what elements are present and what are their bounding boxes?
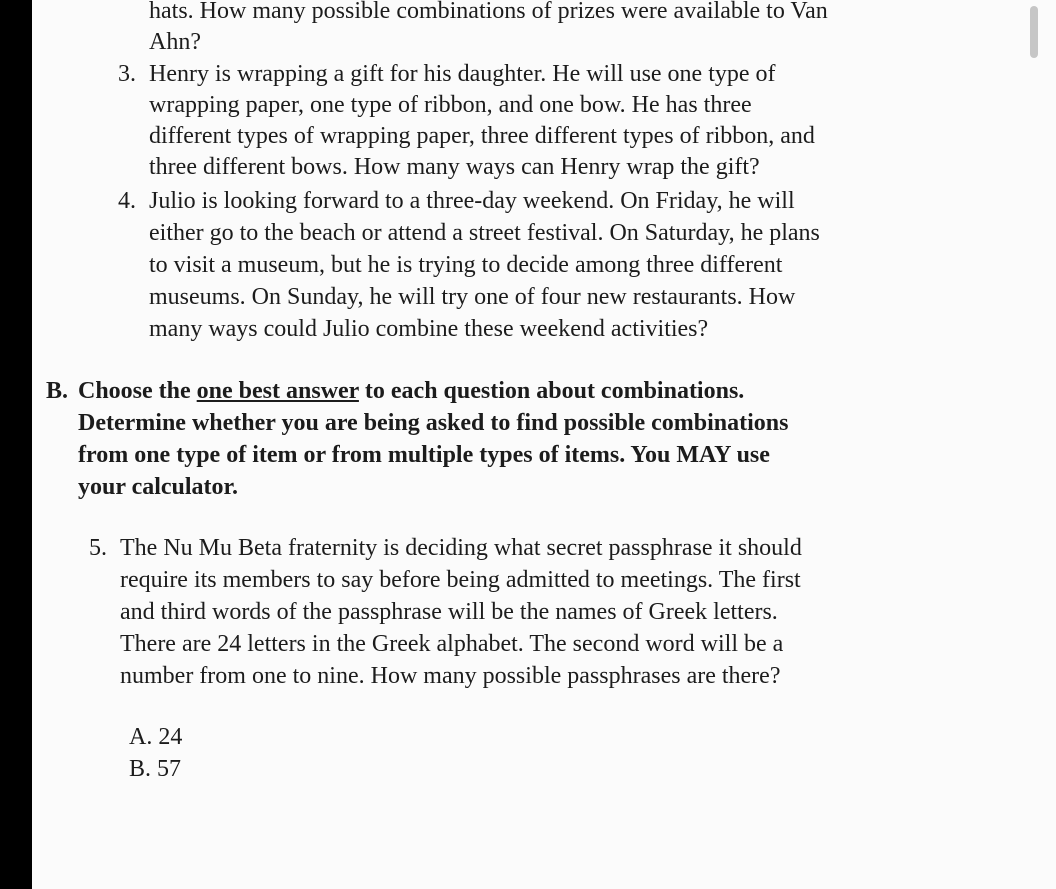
question-4-line-4: museums. On Sunday, he will try one of four new restaurants. How (149, 284, 796, 310)
document-page (32, 0, 1056, 889)
section-b-line-1-start: Choose the (78, 378, 197, 404)
section-b-line-4: your calculator. (78, 474, 238, 500)
question-3-line-3: different types of wrapping paper, three different types of ribbon, and (149, 123, 815, 149)
question-4-number: 4. (118, 188, 136, 214)
question-4-line-2: either go to the beach or attend a street festival. On Saturday, he plans (149, 220, 820, 246)
section-b-line-2: Determine whether you are being asked to find possible combinations (78, 410, 789, 436)
question-3-number: 3. (118, 61, 136, 87)
section-b-label: B. (46, 378, 69, 404)
question-3-line-1: Henry is wrapping a gift for his daughter. He will use one type of (149, 61, 776, 87)
question-5-line-5: number from one to nine. How many possible passphrases are there? (120, 663, 781, 689)
section-b-line-3: from one type of item or from multiple types of items. You MAY use (78, 442, 770, 468)
answer-choice-b[interactable]: B. 57 (129, 756, 182, 782)
question-5-line-2: require its members to say before being admitted to meetings. The first (120, 567, 801, 593)
question-2-line-1: hats. How many possible combinations of prizes were available to Van (149, 0, 828, 24)
question-4-line-1: Julio is looking forward to a three-day weekend. On Friday, he will (149, 188, 795, 214)
scrollbar-thumb[interactable] (1030, 6, 1038, 58)
question-5-line-3: and third words of the passphrase will be the names of Greek letters. (120, 599, 778, 625)
question-3-line-2: wrapping paper, one type of ribbon, and one bow. He has three (149, 92, 752, 118)
question-5-line-4: There are 24 letters in the Greek alphabet. The second word will be a (120, 631, 784, 657)
one-best-answer-emphasis: one best answer (196, 378, 359, 404)
question-5-number: 5. (89, 535, 107, 561)
question-4-line-5: many ways could Julio combine these weekend activities? (149, 316, 709, 342)
answer-choice-a[interactable]: A. 24 (129, 724, 183, 750)
section-b-line-1-end: to each question about combinations. (358, 378, 745, 404)
section-b-line-1 (78, 376, 744, 407)
question-2-line-2: Ahn? (149, 29, 201, 55)
question-3-line-4: three different bows. How many ways can Henry wrap the gift? (149, 154, 760, 180)
question-4-line-3: to visit a museum, but he is trying to decide among three different (149, 252, 783, 278)
question-5-line-1: The Nu Mu Beta fraternity is deciding what secret passphrase it should (120, 535, 802, 561)
